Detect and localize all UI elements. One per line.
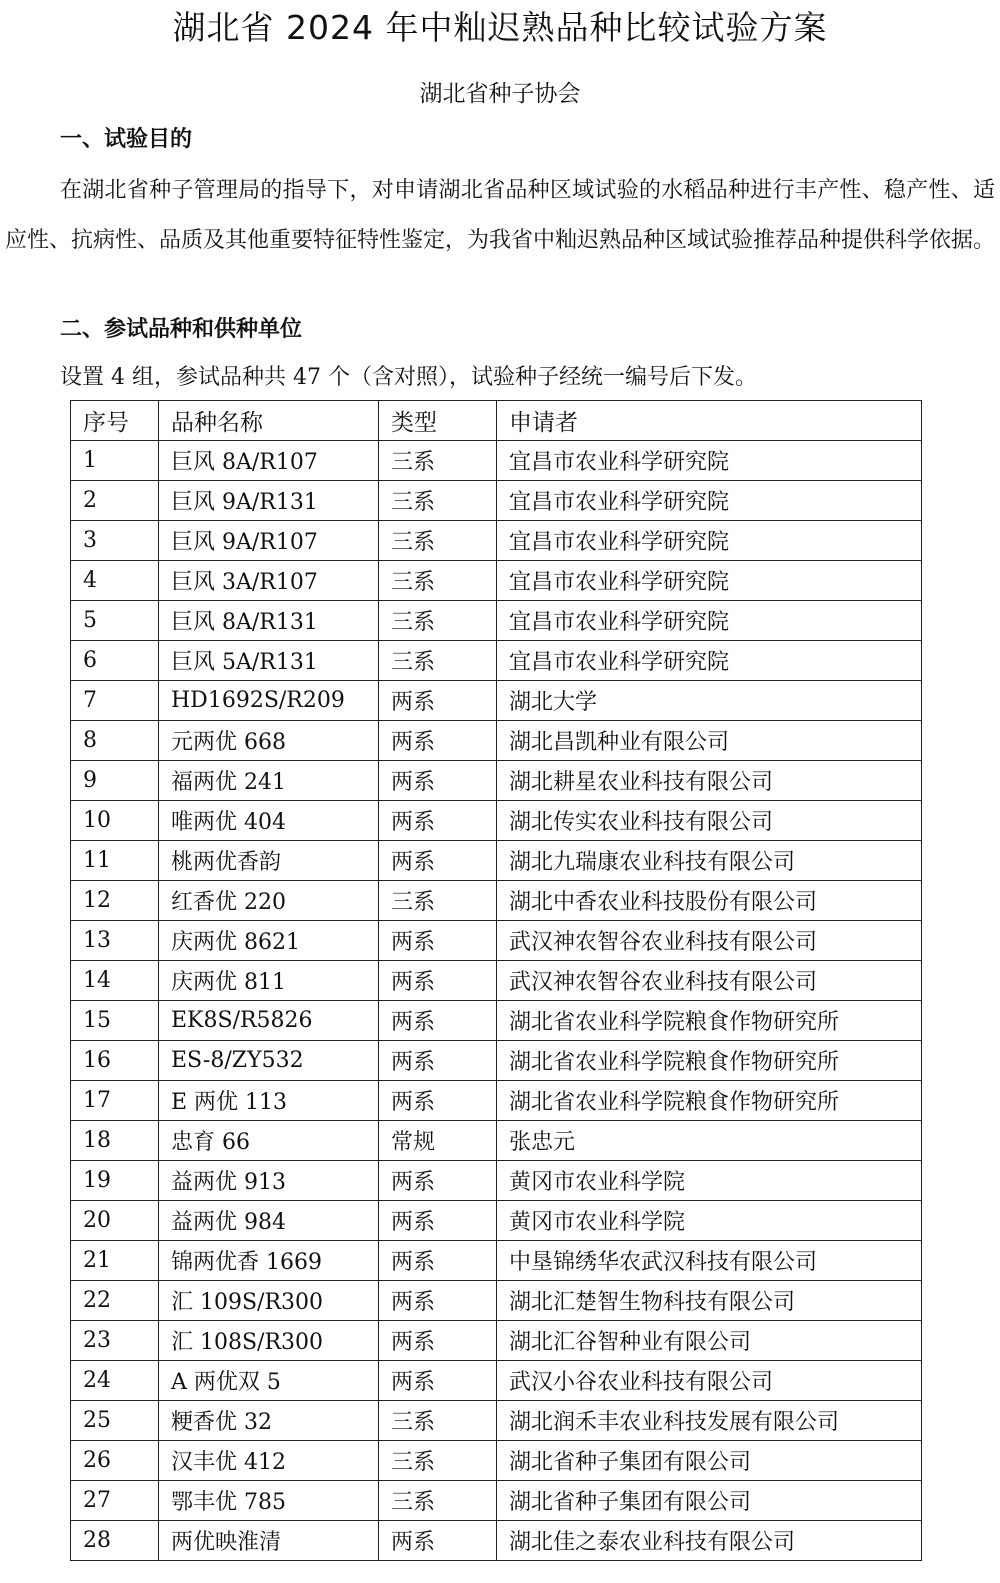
row-type: 三系: [379, 521, 497, 561]
row-applicant: 湖北省农业科学院粮食作物研究所: [497, 1001, 922, 1041]
row-applicant: 湖北大学: [497, 681, 922, 721]
row-applicant: 宜昌市农业科学研究院: [497, 441, 922, 481]
varieties-table: [70, 400, 922, 1561]
row-index: 14: [71, 961, 159, 1001]
row-applicant: 张忠元: [497, 1121, 922, 1161]
table-row: [71, 1441, 922, 1481]
row-type: 两系: [379, 801, 497, 841]
table-body: [71, 441, 922, 1561]
table-row: [71, 561, 922, 601]
row-variety-name: 巨风 8A/R107: [159, 441, 379, 481]
row-variety-name: ES-8/ZY532: [159, 1041, 379, 1081]
row-applicant: 湖北九瑞康农业科技有限公司: [497, 841, 922, 881]
table-row: [71, 841, 922, 881]
row-applicant: 湖北省种子集团有限公司: [497, 1441, 922, 1481]
row-type: 三系: [379, 441, 497, 481]
issuing-organization: 湖北省种子协会: [419, 81, 581, 107]
row-variety-name: 两优映淮清: [159, 1521, 379, 1561]
row-applicant: 湖北佳之泰农业科技有限公司: [497, 1521, 922, 1561]
row-variety-name: 巨风 9A/R107: [159, 521, 379, 561]
row-index: 15: [71, 1001, 159, 1041]
row-type: 两系: [379, 681, 497, 721]
table-row: [71, 801, 922, 841]
row-index: 4: [71, 561, 159, 601]
row-index: 19: [71, 1161, 159, 1201]
row-index: 28: [71, 1521, 159, 1561]
table-row: [71, 921, 922, 961]
row-variety-name: 唯两优 404: [159, 801, 379, 841]
table-row: [71, 1121, 922, 1161]
row-applicant: 湖北汇楚智生物科技有限公司: [497, 1281, 922, 1321]
row-index: 25: [71, 1401, 159, 1441]
table-row: [71, 761, 922, 801]
row-variety-name: 巨风 5A/R131: [159, 641, 379, 681]
row-index: 2: [71, 481, 159, 521]
row-variety-name: 鄂丰优 785: [159, 1481, 379, 1521]
row-applicant: 湖北省农业科学院粮食作物研究所: [497, 1081, 922, 1121]
row-variety-name: 益两优 913: [159, 1161, 379, 1201]
row-index: 13: [71, 921, 159, 961]
row-type: 三系: [379, 1481, 497, 1521]
row-variety-name: 福两优 241: [159, 761, 379, 801]
header-type: 类型: [379, 401, 497, 441]
table-row: [71, 1201, 922, 1241]
row-type: 三系: [379, 561, 497, 601]
table-row: [71, 1161, 922, 1201]
row-applicant: 中垦锦绣华农武汉科技有限公司: [497, 1241, 922, 1281]
row-variety-name: 汇 108S/R300: [159, 1321, 379, 1361]
row-index: 21: [71, 1241, 159, 1281]
row-variety-name: 汇 109S/R300: [159, 1281, 379, 1321]
row-variety-name: 锦两优香 1669: [159, 1241, 379, 1281]
row-applicant: 宜昌市农业科学研究院: [497, 521, 922, 561]
row-variety-name: EK8S/R5826: [159, 1001, 379, 1041]
row-index: 11: [71, 841, 159, 881]
row-variety-name: 巨风 8A/R131: [159, 601, 379, 641]
row-variety-name: 汉丰优 412: [159, 1441, 379, 1481]
row-type: 两系: [379, 1321, 497, 1361]
row-variety-name: 元两优 668: [159, 721, 379, 761]
row-index: 18: [71, 1121, 159, 1161]
document-title: 湖北省 2024 年中籼迟熟品种比较试验方案: [172, 8, 828, 47]
row-variety-name: 忠育 66: [159, 1121, 379, 1161]
header-variety-name: 品种名称: [159, 401, 379, 441]
row-applicant: 湖北润禾丰农业科技发展有限公司: [497, 1401, 922, 1441]
row-index: 17: [71, 1081, 159, 1121]
row-variety-name: 粳香优 32: [159, 1401, 379, 1441]
table-row: [71, 1241, 922, 1281]
row-variety-name: 巨风 3A/R107: [159, 561, 379, 601]
row-variety-name: HD1692S/R209: [159, 681, 379, 721]
row-variety-name: 庆两优 8621: [159, 921, 379, 961]
row-applicant: 湖北省种子集团有限公司: [497, 1481, 922, 1521]
row-type: 两系: [379, 1281, 497, 1321]
row-type: 三系: [379, 1401, 497, 1441]
row-applicant: 湖北汇谷智种业有限公司: [497, 1321, 922, 1361]
table-row: [71, 1401, 922, 1441]
table-row: [71, 1281, 922, 1321]
table-row: [71, 681, 922, 721]
header-index: 序号: [71, 401, 159, 441]
table-row: [71, 641, 922, 681]
row-type: 两系: [379, 1081, 497, 1121]
section-heading-varieties: 二、参试品种和供种单位: [60, 317, 303, 342]
row-type: 两系: [379, 1361, 497, 1401]
row-variety-name: E 两优 113: [159, 1081, 379, 1121]
row-variety-name: A 两优双 5: [159, 1361, 379, 1401]
row-applicant: 湖北耕星农业科技有限公司: [497, 761, 922, 801]
table-header-row: [71, 401, 922, 441]
row-index: 24: [71, 1361, 159, 1401]
row-index: 5: [71, 601, 159, 641]
table-row: [71, 441, 922, 481]
table-row: [71, 1321, 922, 1361]
row-applicant: 武汉小谷农业科技有限公司: [497, 1361, 922, 1401]
row-type: 三系: [379, 641, 497, 681]
row-index: 8: [71, 721, 159, 761]
row-type: 两系: [379, 761, 497, 801]
row-applicant: 湖北昌凯种业有限公司: [497, 721, 922, 761]
row-variety-name: 桃两优香韵: [159, 841, 379, 881]
row-type: 常规: [379, 1121, 497, 1161]
row-type: 两系: [379, 921, 497, 961]
row-type: 两系: [379, 1521, 497, 1561]
objective-paragraph: 在湖北省种子管理局的指导下，对申请湖北省品种区域试验的水稻品种进行丰产性、稳产性、适应性、抗病性、品质及其他重要特征特性鉴定，为我省中籼迟熟品种区域试验推荐品种提供科学依据。: [5, 178, 996, 253]
row-index: 26: [71, 1441, 159, 1481]
row-index: 27: [71, 1481, 159, 1521]
table-row: [71, 881, 922, 921]
row-index: 7: [71, 681, 159, 721]
table-row: [71, 721, 922, 761]
row-type: 两系: [379, 1161, 497, 1201]
row-type: 两系: [379, 841, 497, 881]
table-row: [71, 1081, 922, 1121]
table-row: [71, 521, 922, 561]
table-row: [71, 961, 922, 1001]
row-applicant: 湖北中香农业科技股份有限公司: [497, 881, 922, 921]
row-index: 10: [71, 801, 159, 841]
row-applicant: 湖北省农业科学院粮食作物研究所: [497, 1041, 922, 1081]
table-row: [71, 1001, 922, 1041]
row-variety-name: 庆两优 811: [159, 961, 379, 1001]
row-variety-name: 红香优 220: [159, 881, 379, 921]
row-index: 6: [71, 641, 159, 681]
row-index: 23: [71, 1321, 159, 1361]
row-applicant: 宜昌市农业科学研究院: [497, 601, 922, 641]
row-type: 两系: [379, 1001, 497, 1041]
row-applicant: 黄冈市农业科学院: [497, 1201, 922, 1241]
row-type: 三系: [379, 481, 497, 521]
row-applicant: 武汉神农智谷农业科技有限公司: [497, 921, 922, 961]
row-variety-name: 巨风 9A/R131: [159, 481, 379, 521]
row-index: 3: [71, 521, 159, 561]
row-index: 9: [71, 761, 159, 801]
table-row: [71, 1361, 922, 1401]
table-row: [71, 1521, 922, 1561]
header-applicant: 申请者: [497, 401, 922, 441]
row-applicant: 宜昌市农业科学研究院: [497, 561, 922, 601]
row-applicant: 宜昌市农业科学研究院: [497, 481, 922, 521]
row-type: 三系: [379, 1441, 497, 1481]
row-type: 两系: [379, 1241, 497, 1281]
row-applicant: 武汉神农智谷农业科技有限公司: [497, 961, 922, 1001]
row-index: 12: [71, 881, 159, 921]
table-row: [71, 601, 922, 641]
row-type: 两系: [379, 721, 497, 761]
row-type: 三系: [379, 881, 497, 921]
row-index: 1: [71, 441, 159, 481]
row-applicant: 湖北传实农业科技有限公司: [497, 801, 922, 841]
row-index: 22: [71, 1281, 159, 1321]
row-type: 两系: [379, 1201, 497, 1241]
row-index: 16: [71, 1041, 159, 1081]
row-applicant: 宜昌市农业科学研究院: [497, 641, 922, 681]
table-row: [71, 1481, 922, 1521]
row-index: 20: [71, 1201, 159, 1241]
table-row: [71, 481, 922, 521]
row-variety-name: 益两优 984: [159, 1201, 379, 1241]
varieties-note: 设置 4 组，参试品种共 47 个（含对照），试验种子经统一编号后下发。: [60, 365, 757, 390]
row-type: 三系: [379, 601, 497, 641]
table-row: [71, 1041, 922, 1081]
row-type: 两系: [379, 1041, 497, 1081]
row-type: 两系: [379, 961, 497, 1001]
row-applicant: 黄冈市农业科学院: [497, 1161, 922, 1201]
section-heading-objective: 一、试验目的: [60, 127, 193, 152]
